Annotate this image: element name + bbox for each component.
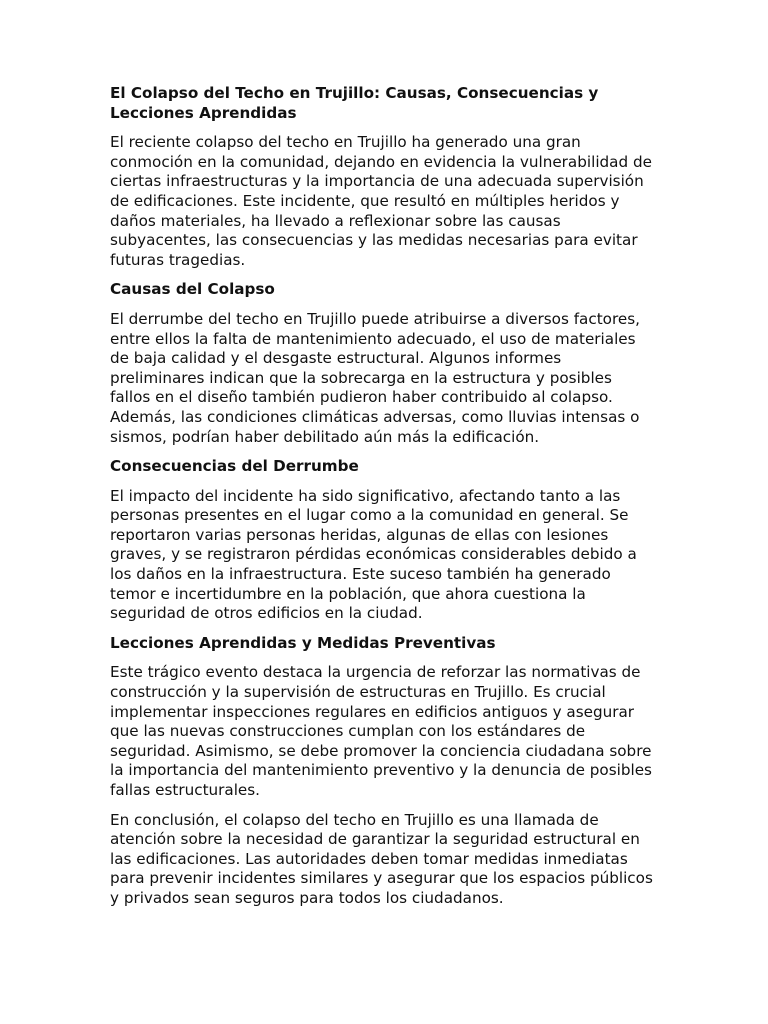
section-paragraph-consecuencias: El impacto del incidente ha sido significativo, afectando tanto a las personas presentes en el lugar como a la comunidad en general. Se reportaron varias personas heridas, algunas de ellas con lesiones graves, y se registraron pérdidas económicas considerables debido a los daños en la infraestructura. Este suceso también ha generado temor e incertidumbre en la población, que ahora cuestiona la seguridad de otros edificios en la ciudad. <box>110 486 637 623</box>
section-heading-lecciones: Lecciones Aprendidas y Medidas Preventivas <box>110 633 496 652</box>
section-paragraph-lecciones: Este trágico evento destaca la urgencia de reforzar las normativas de construcción y la supervisión de estructuras en Trujillo. Es crucial implementar inspecciones regulares en edificios antiguos y asegurar que las nuevas construcciones cumplan con los estándares de seguridad. Asimismo, se debe promover la conciencia ciudadana sobre la importancia del mantenimiento preventivo y la denuncia de posibles fallas estructurales. <box>110 663 652 799</box>
section-heading-causas: Causas del Colapso <box>110 280 275 299</box>
document-body <box>110 84 655 919</box>
section-heading-consecuencias: Consecuencias del Derrumbe <box>110 457 359 476</box>
section-paragraph-causas: El derrumbe del techo en Trujillo puede atribuirse a diversos factores, entre ellos la falta de mantenimiento adecuado, el uso de materiales de baja calidad y el desgaste estructural. Algunos informes preliminares indican que la sobrecarga en la estructura y posibles fallos en el diseño también pudieron haber contribuido al colapso. Además, las condiciones climáticas adversas, como lluvias intensas o sismos, podrían haber debilitado aún más la edificación. <box>110 309 640 446</box>
intro-paragraph: El reciente colapso del techo en Trujillo ha generado una gran conmoción en la comunidad, dejando en evidencia la vulnerabilidad de ciertas infraestructuras y la importancia de una adecuada supervisión de edificaciones. Este incidente, que resultó en múltiples heridos y daños materiales, ha llevado a reflexionar sobre las causas subyacentes, las consecuencias y las medidas necesarias para evitar futuras tragedias. <box>110 133 652 269</box>
document-title: El Colapso del Techo en Trujillo: Causas, Consecuencias y Lecciones Aprendidas <box>110 84 599 122</box>
conclusion-paragraph: En conclusión, el colapso del techo en Trujillo es una llamada de atención sobre la necesidad de garantizar la seguridad estructural en las edificaciones. Las autoridades deben tomar medidas inmediatas para prevenir incidentes similares y asegurar que los espacios públicos y privados sean seguros para todos los ciudadanos. <box>110 810 653 907</box>
